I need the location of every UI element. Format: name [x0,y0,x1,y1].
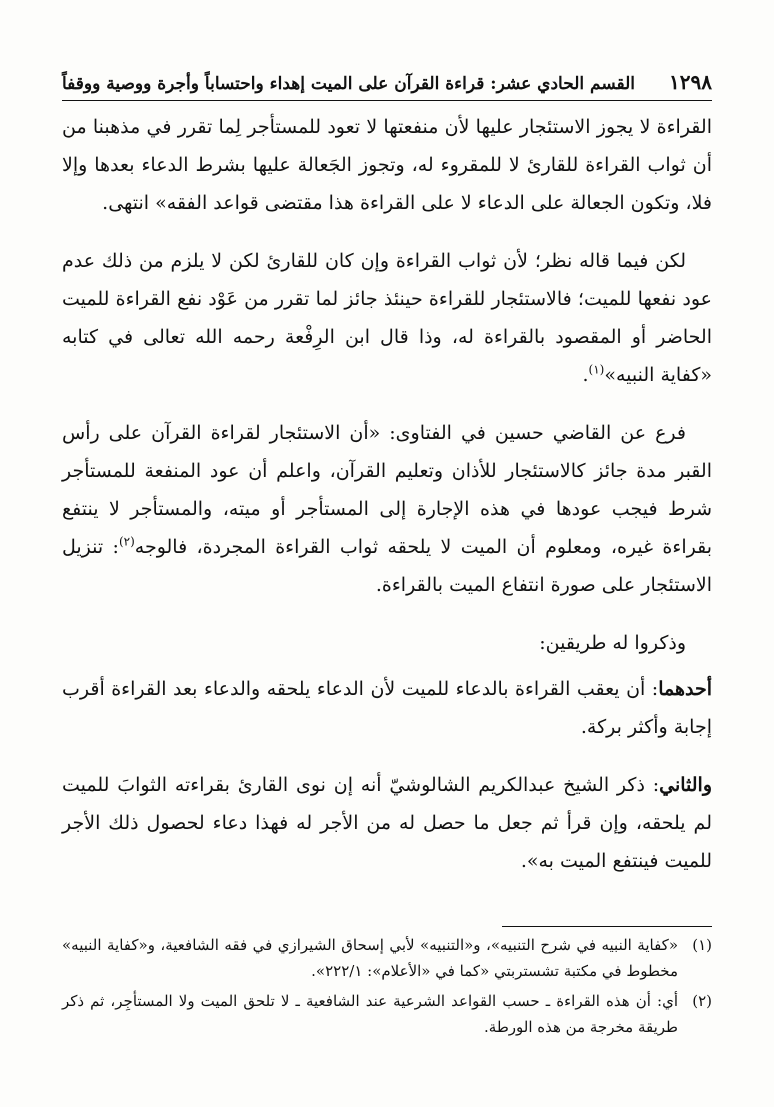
footnote-2-number: (٢) [692,992,712,1010]
paragraph-3-end: : تنزيل الاستئجار على صورة انتفاع الميت بالقراءة. [62,536,712,596]
paragraph-6-lead: والثاني [659,774,712,796]
footnote-ref-2[interactable]: (٢) [118,534,135,549]
footnote-2 [62,988,712,1040]
footnote-1-number: (١) [692,936,712,954]
footnotes [62,932,712,1044]
paragraph-6-text: : ذكر الشيخ عبدالكريم الشالوشيّ أنه إن نوى القارئ بقراءته الثوابَ للميت لم يلحقه، وإن قرأ ثم جعل ما حصل له من الأجر له فهذا دعاء لحصول ذلك الأجر للميت فينتفع الميت به». [62,774,712,872]
main-text [62,108,712,900]
page-header [62,58,712,101]
paragraph-5 [62,670,712,746]
footnote-ref-1[interactable]: (١) [588,362,605,377]
paragraph-5-lead: أحدهما [658,678,712,700]
paragraph-3 [62,414,712,604]
footnote-2-text: أي: أن هذه القراءة ـ حسب القواعد الشرعية عند الشافعية ـ لا تلحق الميت ولا المستأجِر، ثم ذكر طريقة مخرجة من هذه الورطة. [62,992,678,1036]
paragraph-1: القراءة لا يجوز الاستئجار عليها لأن منفعتها لا تعود للمستأجر لِما تقرر في مذهبنا من أن ثواب القراءة للقارئ لا للمقروء له، وتجوز الجَعالة عليها بشرط الدعاء بعدها وإلا فلا، وتكون الجعالة على الدعاء لا على القراءة هذا مقتضى قواعد الفقه» انتهى. [62,116,712,214]
paragraph-6 [62,766,712,880]
running-head: القسم الحادي عشر: قراءة القرآن على الميت إهداء واحتساباً وأجرة ووصية ووقفاً [62,74,636,94]
footnote-1 [62,932,712,984]
footnote-divider [502,926,712,927]
paragraph-2-text: لكن فيما قاله نظر؛ لأن ثواب القراءة وإن كان للقارئ لكن لا يلزم من ذلك عدم عود نفعها للميت؛ فالاستئجار للقراءة حينئذ جائز لما تقرر من عَوْد نفع القراءة للميت الحاضر أو المقصود بالقراءة له، وذا قال ابن الرِفْعة رحمه الله تعالى في كتابه «كفاية النبيه» [62,250,712,386]
paragraph-5-text: : أن يعقب القراءة بالدعاء للميت لأن الدعاء يلحقه والدعاء بعد القراءة أقرب إجابة وأكثر بركة. [62,678,712,738]
footnote-1-text: «كفاية النبيه في شرح التنبيه»، و«التنبيه» لأبي إسحاق الشيرازي في فقه الشافعية، و«كفاية النبيه» مخطوط في مكتبة تشستربتي «كما في «الأعلام»: ٢٢٢/١». [62,936,678,980]
paragraph-4: وذكروا له طريقين: [539,632,686,654]
page-number: ١٢٩٨ [669,70,712,94]
paragraph-2 [62,242,712,394]
paragraph-2-end: . [582,364,589,386]
paragraph-3-text: فرع عن القاضي حسين في الفتاوى: «أن الاستئجار لقراءة القرآن على رأس القبر مدة جائز كالاستئجار للأذان وتعليم القرآن، واعلم أن عود المنفعة للمستأجر شرط فيجب عودها في هذه الإجارة إلى المستأجر أو ميته، والمستأجر لا ينتفع بقراءة غيره، ومعلوم أن الميت لا يلحقه ثواب القراءة المجردة، فالوجه [62,422,712,558]
